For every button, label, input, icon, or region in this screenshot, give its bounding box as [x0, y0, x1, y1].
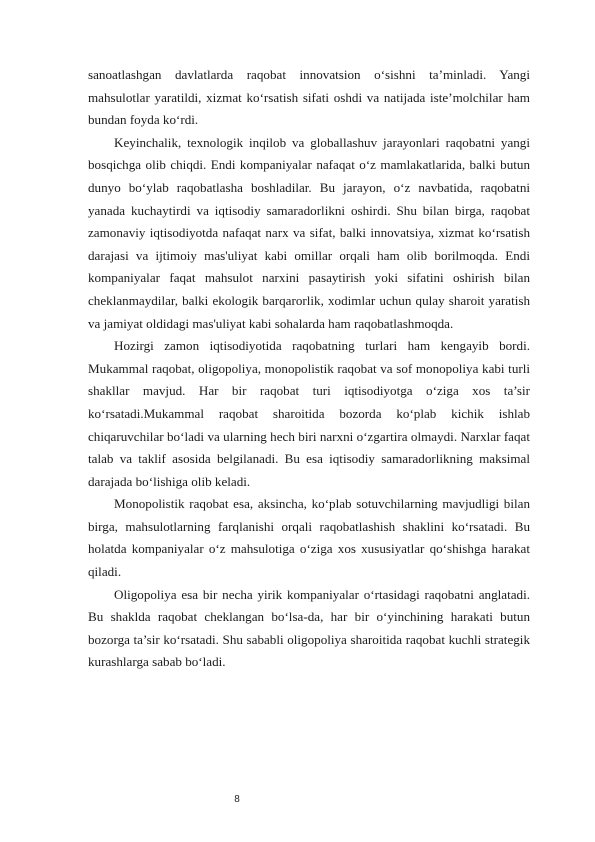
document-page	[88, 64, 530, 674]
paragraph-3: Hozirgi zamon iqtisodiyotida raqobatning turlari ham kengayib bordi. Mukammal raqobat, oligopoliya, monopolistik raqobat va sof monopoliya kabi turli shakllar mavjud. Har bir raqobat turi iqtisodiyotga o‘ziga xos ta’sir ko‘rsatadi.Mukammal raqobat sharoitida bozorda ko‘plab kichik ishlab chiqaruvchilar bo‘ladi va ularning hech biri narxni o‘zgartira olmaydi. Narxlar faqat talab va taklif asosida belgilanadi. Bu esa iqtisodiy samaradorlikning maksimal darajada bo‘lishiga olib keladi.	[88, 338, 530, 489]
page-number: 8	[234, 794, 240, 805]
paragraph-4: Monopolistik raqobat esa, aksincha, ko‘plab sotuvchilarning mavjudligi bilan birga, mahsulotlarning farqlanishi orqali raqobatlashish shaklini ko‘rsatadi. Bu holatda kompaniyalar o‘z mahsulotiga o‘ziga xos xususiyatlar qo‘shishga harakat qiladi.	[88, 496, 530, 580]
paragraph-1: sanoatlashgan davlatlarda raqobat innovatsion o‘sishni ta’minladi. Yangi mahsulotlar yaratildi, xizmat ko‘rsatish sifati oshdi va natijada iste’molchilar ham bundan foyda ko‘rdi.	[88, 67, 530, 128]
paragraph-2: Keyinchalik, texnologik inqilob va globallashuv jarayonlari raqobatni yangi bosqichga olib chiqdi. Endi kompaniyalar nafaqat o‘z mamlakatlarida, balki butun dunyo bo‘ylab raqobatlasha boshladilar. Bu jarayon, o‘z navbatida, raqobatni yanada kuchaytirdi va iqtisodiy samaradorlikni oshirdi. Shu bilan birga, raqobat zamonaviy iqtisodiyotda nafaqat narx va sifat, balki innovatsiya, xizmat ko‘rsatish darajasi va ijtimoiy mas'uliyat kabi omillar orqali ham olib borilmoqda. Endi kompaniyalar faqat mahsulot narxini pasaytirish yoki sifatini oshirish bilan cheklanmaydilar, balki ekologik barqarorlik, xodimlar uchun qulay sharoit yaratish va jamiyat oldidagi mas'uliyat kabi sohalarda ham raqobatlashmoqda.	[88, 134, 530, 331]
paragraph-5: Oligopoliya esa bir necha yirik kompaniyalar o‘rtasidagi raqobatni anglatadi. Bu shaklda raqobat cheklangan bo‘lsa-da, har bir o‘yinchining harakati butun bozorga ta’sir ko‘rsatadi. Shu sababli oligopoliya sharoitida raqobat kuchli strategik kurashlarga sabab bo‘ladi.	[88, 586, 530, 670]
